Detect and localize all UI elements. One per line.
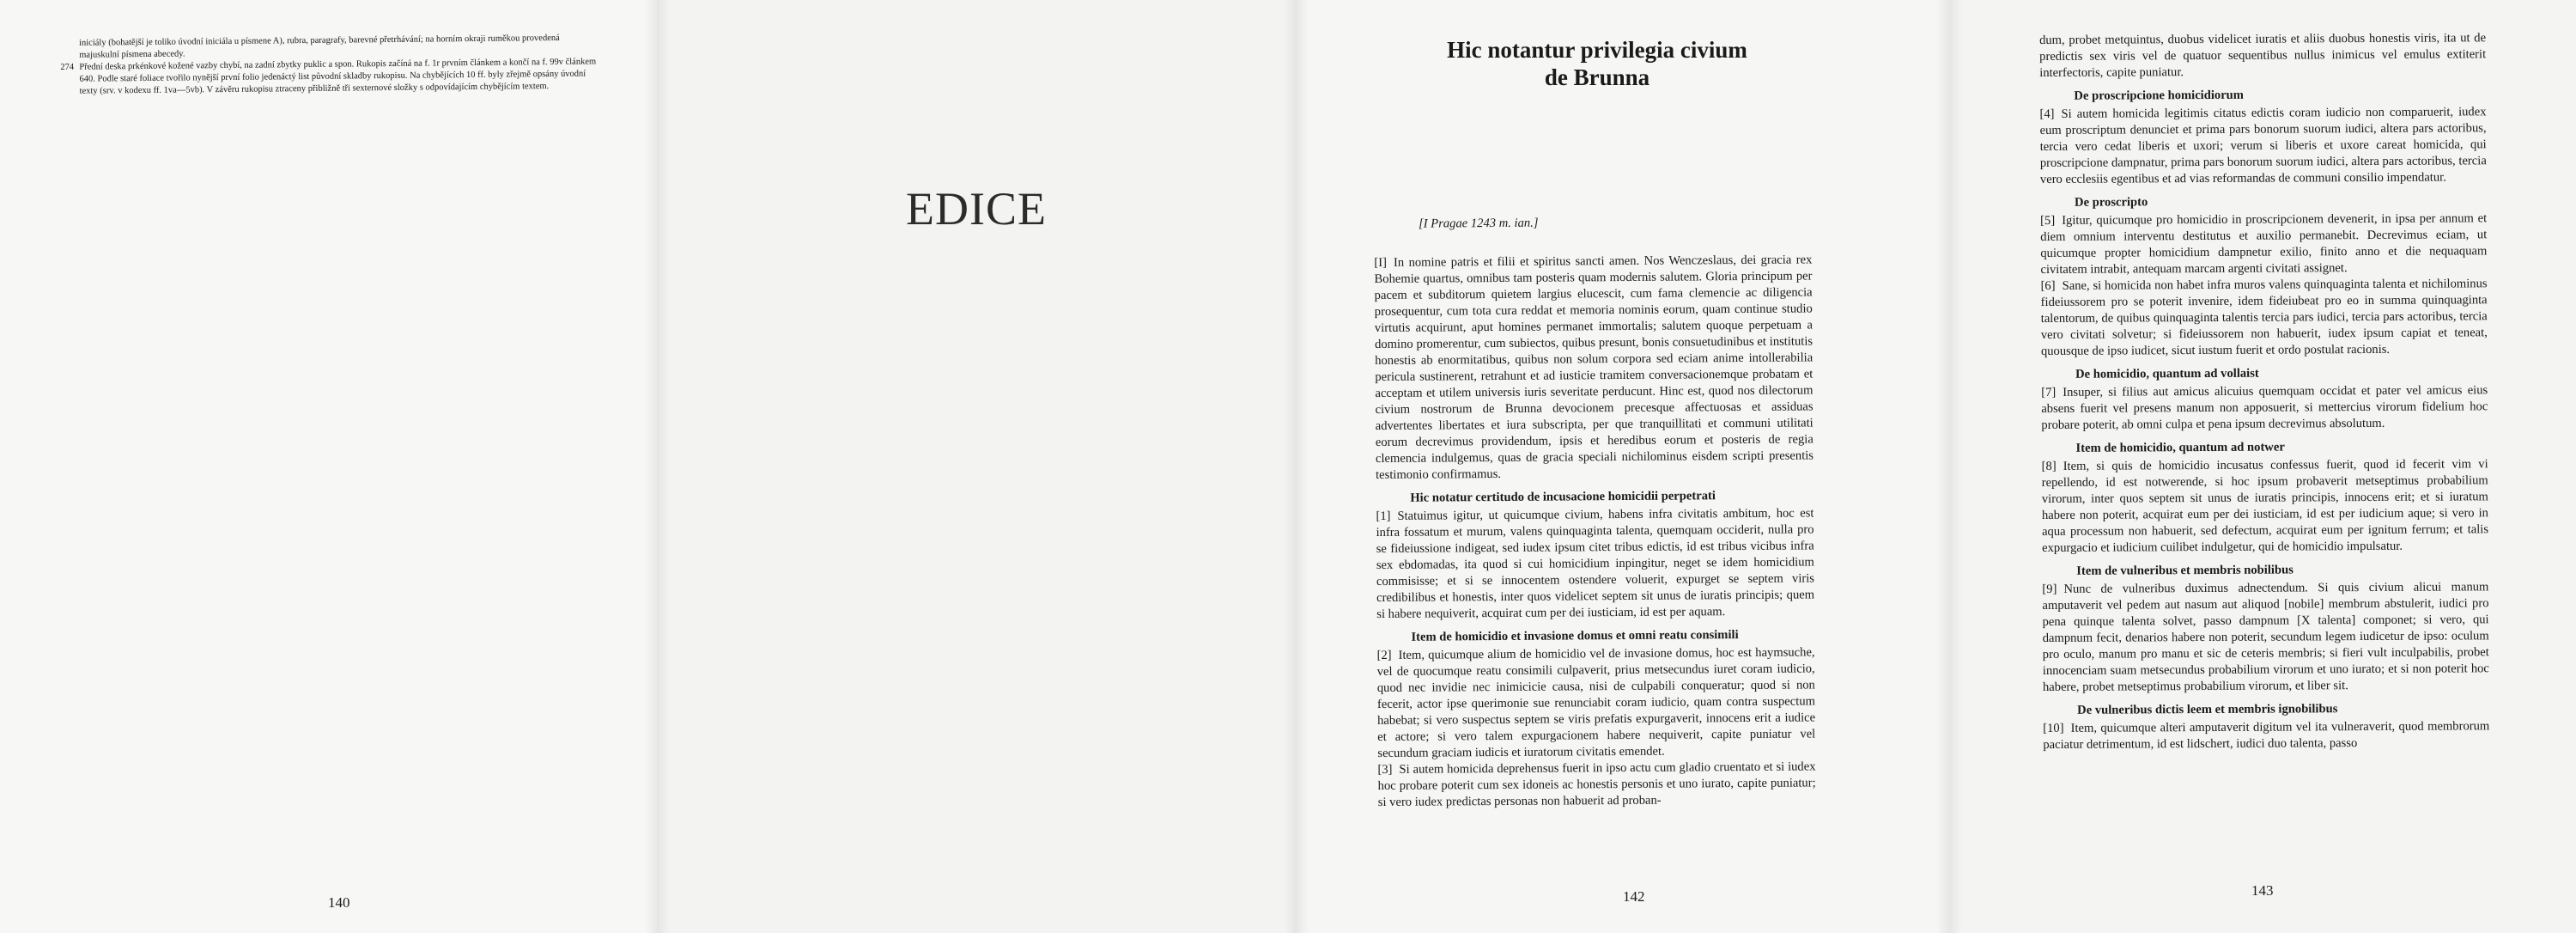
paragraph-number: [1] (1376, 509, 1391, 523)
section-heading: Hic notatur certitudo de incusacione homicidii perpetrati (1410, 489, 1716, 505)
paragraph-text: Sane, si homicida non habet infra muros valens quinquaginta talenta et nichilominus fideiussorem pro se poterit invenire, idem fideiubeat pro eo in summa quinquaginta talentorum, de quibus quinquaginta talentis tercia pars iudici, tercia pars actoribus, tercia vero civitati solvetur; si fideiussorem non habuerit, iudex ipsum capiat et teneat, quousque de ipso iudicet, sicut iustum fuerit et ordo postulat racionis. (2040, 277, 2488, 358)
text-column (1374, 213, 1816, 811)
paragraph (1377, 759, 1815, 811)
paragraph-text: Item, si quis de homicidio incusatus confessus fuerit, quod id fecerit vim vi repellendo, id est notwerende, si hoc ipsum probaverit metseptimus probabilium virorum, inter quos septem sit unus de iuratis principis, innocens erit; et si iuratum habere non poterit, acquirat eum per dei iusticiam, id est per iudicium aque; si vero in aqua processum non habuerit, sed defectum, acquirat eum per ignitum ferrum; et talis expurgacio et iudicium cuilibet indulgetur, qui de homicidio impulsatur. (2041, 457, 2489, 555)
paragraph (1377, 644, 1816, 762)
paragraph (1376, 505, 1814, 623)
paragraph-number: [5] (2040, 213, 2056, 228)
paragraph-text: Si autem homicida legitimis citatus edictis coram iudicio non comparuerit, iudex eum proscriptum denunciet et prima pars bonorum suorum iudici, altera pars actoribus, tercia vero cedat liberis et uxori; verum si liberis et uxore careat homicida, qui proscripcione dampnatur, prima pars bonorum suorum iudici, altera pars actoribus, tercia vero ecclesiis egentibus et ad vias reformandas de communi consilio impendatur. (2039, 105, 2487, 186)
paragraph-number: [6] (2040, 278, 2056, 293)
paragraph (2042, 579, 2489, 696)
charter-date: [I Pragae 1243 m. ian.] (1419, 216, 1539, 231)
footnote-text: iniciály (bohatější je toliko úvodní iniciála u písmene A), rubra, paragrafy, barevné přetrhávání; na horním okraji ruměkou provedená majuskulní písmena abecedy. (79, 33, 560, 60)
section-heading: De vulneribus dictis leem et membris ignobilibus (2077, 702, 2338, 717)
page-edice (657, 0, 1297, 933)
paragraph-number: [9] (2042, 582, 2057, 596)
paragraph (2040, 210, 2487, 278)
paragraph-number: [3] (1377, 762, 1393, 777)
section-heading: Item de vulneribus et membris nobilibus (2076, 563, 2293, 578)
paragraph-text: Nunc de vulneribus duximus adnectendum. Si quis civium alicui manum amputaverit vel pedem aut nasum aut aliquod [nobile] membrum abstulerit, iudici pro pena quinque talenta solvet, passo dampnum [X talenta] componet; si vero, qui dampnum fecit, denarios habere non poterit, secundum legem iudicetur de ipso: oculum pro oculo, manum pro manu et sic de ceteris membris; si fieri vult inculpabilis, probet innocenciam suam metsecundus probabilium virorum et uno iurato; et si non poterit hoc habere, probet metseptimus probabilium virorum, et liber sit. (2042, 580, 2489, 694)
section-heading: Item de homicidio, quantum ad notwer (2075, 440, 2285, 455)
footnote-text: Přední deska prkénkové kožené vazby chybí, na zadní zbytky puklic a spon. Rukopis začíná na f. 1r prvním článkem a končí na f. 99v článkem 640. Podle staré foliace tvořilo nynější první folio jedenáctý list původní skladby rukopisu. Na chybějících 10 ff. byly zřejmě opsány úvodní texty (srv. v kodexu ff. 1va—5vb). V závěru rukopisu ztraceny přibližně tři sexternové složky s odpovídajícím chybějícím textem. (79, 57, 597, 96)
paragraph-number: [2] (1376, 648, 1392, 662)
paragraph (2043, 718, 2489, 753)
paragraph-text: In nomine patris et filii et spiritus sancti amen. Nos Wenczeslaus, dei gracia rex Bohemie quartus, omnibus tam posteris quam modernis salutem. Gloria principum per pacem et subditorum quietem largius elucescit, cum fama clemencie ac diligencia prosequentur, cum tota cura reddat et memoria nominis eorum, quam continue studio virtutis acquirunt, aput homines permanet immortalis; salutem quoque perpetuam a domino promerentur, cum subiectos, quibus presunt, bonis consuetudinibus et institutis honestis ab enormitatibus, quibus non solum corpora sed eciam anime intollerabilia pericula sustinerent, retrahunt et ad iusticie tramitem conversacionemque probatam et acceptam et utilem universis iuris severitate perducunt. Hinc est, quod nos dilectorum civium nostrorum de Brunna devocionem precesque affectuosas et assiduas advertentes libertates et iura subscripta, per que tranquillitati et communi utilitati eorum decrevimus providendum, ipsis et heredibus eorum et posteris de regia clemencia indulgemus, quas de gracia speciali nichilominus eisdem scripti presentis testimonio confirmamus. (1374, 253, 1814, 482)
paragraph-number: [7] (2041, 385, 2057, 399)
paragraph (1374, 252, 1814, 484)
paragraph-text: Item, quicumque alium de homicidio vel de invasione domus, hoc est haymsuche, vel de quocumque reatu consimili culpaverit, prius metsecundus iuret coram iudicio, quod nec invidie nec inimicicie causa, nisi de culpabili conqueratur; quod si non fecerit, actor ipse querimonie sue renunciabit coram iudicio, quam contra suspectum habebat; si vero suspectus septem se viris prefatis expurgaverit, innocens erit a iudice et actore; si vero talem expurgacionem habere nequiverit, capite puniatur vel secundum graciam iudicis et iuratorum civitatis emendet. (1376, 645, 1816, 760)
paragraph-text: Igitur, quicumque pro homicidio in proscripcionem devenerit, in ipsa per annum et diem omnium interventu destitutus et auxilio permanebit. Decrevimus eciam, ut quicumque propter homicidium dampnetur exilio, finito anno et die nequaquam civitatem intrabit, antequam marcam argenti civitati assignet. (2040, 211, 2488, 277)
column-body (1374, 252, 1816, 811)
page-140 (0, 0, 657, 933)
page-number: 142 (1623, 888, 1645, 905)
paragraph-number: [10] (2043, 721, 2064, 735)
paragraph-number: [8] (2041, 459, 2057, 473)
text-column (2039, 30, 2489, 753)
paragraph (2041, 382, 2488, 434)
section-heading: De proscripcione homicidiorum (2074, 88, 2244, 103)
book-gutter (1284, 0, 1309, 933)
book-gutter (1936, 0, 1962, 933)
paragraph-number: [I] (1374, 255, 1388, 270)
page-title (1387, 36, 1807, 91)
paragraph-text: Insuper, si filius aut amicus alicuius quemquam occidat et pater vel amicus eius absens fuerit vel presens manum non apposuerit, si mettercius virorum fidelium hoc probare poterit, ab omni culpa et pena ipsum decrevimus absolutum. (2041, 383, 2488, 432)
page-number: 140 (328, 894, 350, 911)
book-gutter (644, 0, 670, 933)
paragraph (2040, 276, 2487, 360)
page-number: 143 (2251, 882, 2274, 899)
title-line: Hic notantur privilegia civium (1447, 37, 1747, 63)
footnotes (60, 32, 602, 98)
section-heading: De homicidio, quantum ad vollaist (2075, 366, 2259, 381)
title-line: de Brunna (1544, 64, 1650, 90)
footnote (60, 56, 601, 98)
paragraph-text: dum, probet metquintus, duobus videlicet iuratis et aliis duobus honestis viris, ita ut de predictis sex viris vel de quatuor sequentibus nullus inimicus vel emulus extiterit interfectoris, capite puniatur. (2039, 31, 2487, 80)
footnote-number: 274 (60, 62, 75, 72)
paragraph-text: Si autem homicida deprehensus fuerit in ipso actu cum gladio cruentato et si iudex hoc probare poterit cum sex idoneis ac honestis personis et uno iurato, capite puniatur; si vero iudex predictas personas non habuerit ad proban- (1377, 759, 1816, 809)
paragraph-text: Item, quicumque alteri amputaverit digitum vel ita vulneraverit, quod membrorum paciatur detrimentum, id est lidschert, iudici duo talenta, passo (2043, 719, 2490, 752)
section-heading: EDICE (906, 183, 1047, 235)
paragraph-text: Statuimus igitur, ut quicumque civium, habens infra civitatis ambitum, hoc est infra fossatum et murum, valens quinquaginta talenta, quemquam occiderit, nulla pro se fideiussione indigeat, sed iudex ipsum citet tribus edictis, id est tribus vicibus infra sex ebdomadas, ita quod si cui homicidium inpingitur, neget se idem homicidium commisisse; et si se innocentem ostendere voluerit, expurget se septem viris credibilibus et honestis, inter quos videlicet septem sit unus de iuratis principis; quem si habere nequiverit, acquirat cum per dei iusticiam, id est per aquam. (1376, 506, 1815, 621)
section-heading: Item de homicidio et invasione domus et omni reatu consimili (1411, 628, 1739, 644)
section-heading: De proscripto (2074, 195, 2148, 210)
paragraph (2042, 456, 2489, 557)
paragraph (2039, 30, 2486, 82)
paragraph-number: [4] (2039, 107, 2055, 121)
paragraph (2039, 104, 2486, 188)
column-body (2039, 30, 2489, 753)
